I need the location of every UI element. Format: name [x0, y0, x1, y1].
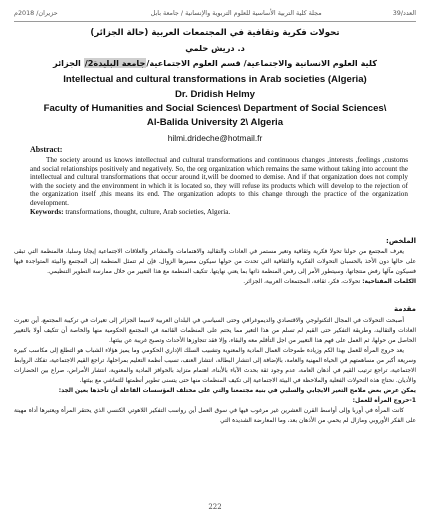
introduction-heading: مقدمة	[394, 305, 416, 313]
running-header	[14, 6, 416, 20]
keywords-list: transformations, thought, culture, Arab societies, Algeria.	[65, 208, 231, 216]
arabic-summary-paragraph: يعرف المجتمع من حولنا تحولا فكرية وثقافية وتغير مستمر في العادات والتقاليد والاهتمامات والمشاعر والعلاقات الاجتماعية إيجابا وسلبا، فالمنظمة التي تبقى على حالها دون الأخذ بالحسبان التحولات الفكرية والثقافية التي تحدث من حولها سيكون مصيرها الزوال. فإن لم تتمثل المنظمة إلى المجتمع والبيئة المتواجدة فيها فسيكون مآلها رفض منتجاتها، وسيتطور الأمر إلى رفض المنظمة ذاتها بما يعني نهايتها. تتكيف المنظمة مع هذا التغيير من خلال ممارسة التطوير التنظيمي.	[14, 249, 416, 275]
issue-number: العدد/39	[392, 9, 416, 17]
author-email: hilmi.drideche@hotmail.fr	[167, 133, 263, 143]
english-author: Dr. Dridish Helmy	[175, 89, 255, 100]
introduction-body	[14, 316, 416, 426]
abstract-keywords	[30, 208, 408, 217]
arabic-author: د. دريش حلمي	[185, 43, 245, 53]
abstract-paragraph: The society around us knows intellectual and cultural transformations and continuous changes ,interests ,feelings ,customs and social relationships positively and negatively. So, the org organization which remains the same without taking into account the intellectual and cultural transformations that occur around it,will be doomed to demise. And if that organization does not comply with the society and the environment in which it is located so, they will refuse its products which will develop to the rejection of the organization itself ,this means its end. The organization adopts to this change through the practice of the organization development.	[30, 156, 408, 207]
intro-paragraph-3: كانت المرأة في أوربا وإلى أواسط القرن العشرين غير مرغوب فيها في سوق العمل أين رواسب التفكير اللاهوتي الكنسي الذي يحتقر المرأة ويعتبرها أداة مهينة على الفكر الأوروبي ومازال لم يحمي من الأذهان بعد، وما المعارضة الشديدة التي	[14, 408, 416, 424]
arabic-affiliation-country: الجزائر	[53, 58, 84, 68]
arabic-summary-heading: الملخص:	[386, 237, 416, 245]
arabic-keywords-label: الكلمات المفتاحية:	[362, 279, 416, 285]
arabic-keywords-list: تحولات، فكر، ثقافة، المجتمعات العربية، الجزائر.	[243, 279, 361, 285]
intro-bold-statement: يمكن عرض بعض ملامح التغير الايجابي والسلبي في بنية مجتمعنا والتي على مختلف المؤسسات الفاعلة أن تأخذها بعين الجد:	[58, 388, 416, 394]
english-affiliation-line2: Al-Balida University 2\ Algeria	[146, 117, 284, 128]
arabic-title: تحولات فكرية وثقافية في المجتمعات العربية (حالة الجزائر)	[90, 28, 340, 38]
keywords-label: Keywords:	[30, 208, 64, 216]
arabic-keywords	[14, 277, 416, 287]
english-title: Intellectual and cultural transformations in Arab societies (Algeria)	[63, 74, 367, 85]
issue-date: حزيران/ 2018م	[14, 9, 58, 17]
english-affiliation-line1: Faculty of Humanities and Social Sciences\ Department of Social Sciences\	[43, 103, 387, 114]
section-heading-women-work: 1-خروج المرأة للعمل:	[352, 398, 416, 404]
header-divider	[14, 21, 416, 22]
abstract-text	[30, 156, 408, 217]
arabic-affiliation-university: جامعة البليدة2/	[84, 58, 146, 68]
abstract-heading: Abstract:	[30, 145, 63, 154]
arabic-summary	[14, 247, 416, 287]
arabic-affiliation-part1: كلية العلوم الانسانية والاجتماعية/ قسم العلوم الاجتماعية/	[146, 58, 377, 68]
intro-paragraph-2: يعد خروج المرأة للعمل بهذا الكم وزيادة طموحات العمال المادية والمعنوية وتشبيب السلك الإداري الحكومي وما يميز هؤلاء الشباب هو التطلع إلى مكاسب كبيرة وسريعة أكبر من مساهمتهم في الحياة المهنية والعامة، بالإضافة إلى انتشار البطالة، انتشار العنف، تسيب أنظمة التعليم بمراحلها، تراجع القيم الاجتماعية، تفكك الروابط الاجتماعية، تراجع ترتيب القيم في أذهان العامة، عدم وجود ثقة بحدث الآباء بالأبناء، اهتمام متزايد بالحوافز المادية والمعنوية، انتشار الأمراض، صراع بين الحضارات والأديان. نحتاج هذه التحولات الفعلية والملاحظة في البيئة الاجتماعية إلى تكيف المنظمات منها حتى يتسنى تطوير أنظمتها للتماشي مع بيئتها.	[14, 348, 416, 384]
page-number: 222	[208, 503, 222, 511]
arabic-affiliation	[14, 58, 416, 68]
journal-name: مجلة كلية التربية الأساسية للعلوم التربوية والإنسانية / جامعة بابل	[150, 9, 322, 17]
intro-paragraph-1: أصبحت التحولات في المجال التكنولوجي والاقتصادي والديموغرافي وحتى السياسي في البلدان العربية لاسيما الجزائر إلى تغيرات في تركيبة المجتمع، أين تغيرت العادات والتقاليد، وطريقة التفكير حتى القيم لم تسلم من هذا التغير مما يحتم على المنظمات القائمة في المجتمع الحكومية منها والخاصة أن تتكيف أولا بالتغيير الحاصل من حولها، ثم العمل على فهم هذا التغيير من اجل التأقلم معه والبقاء، وإلا فقد تتجاوزها الأحداث وتصبح غريبة عن بيئتها.	[14, 318, 416, 344]
